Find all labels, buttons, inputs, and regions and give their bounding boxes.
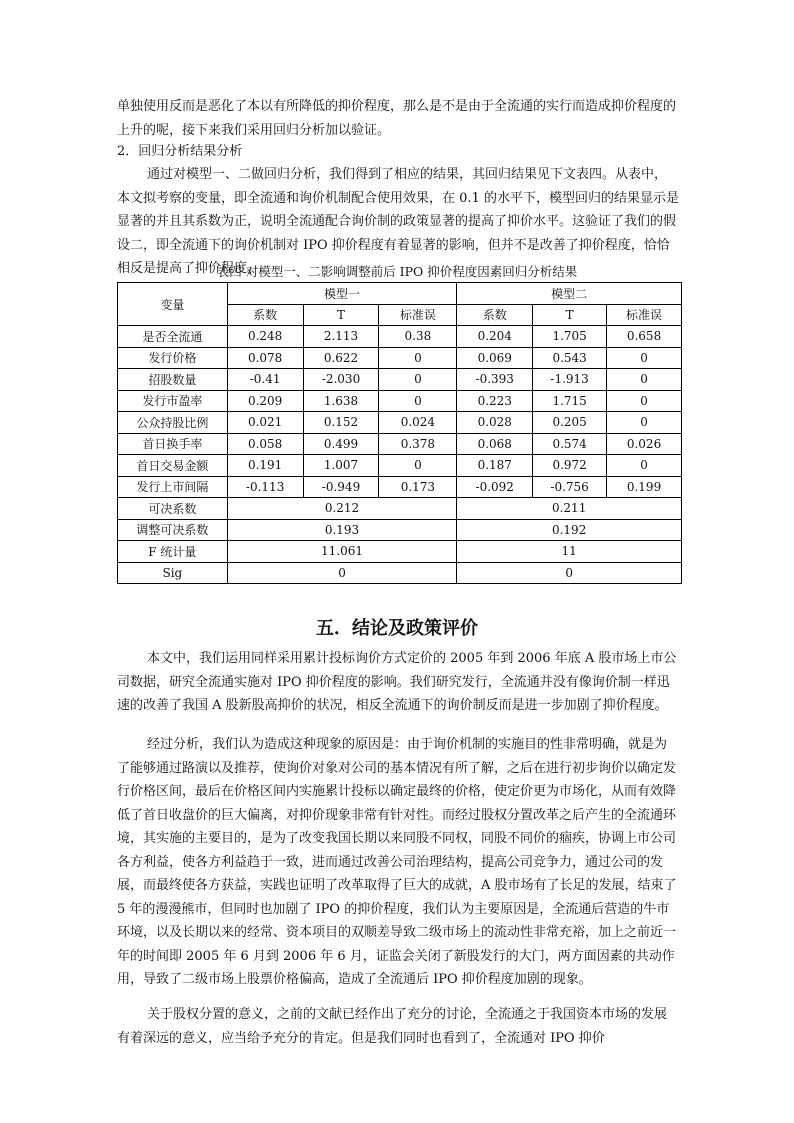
subheader-se: 标准误 [379, 304, 457, 326]
header-variable: 变量 [118, 283, 228, 326]
value-cell: 0 [379, 369, 457, 391]
value-cell: -0.949 [303, 476, 379, 498]
value-cell: 0.378 [379, 433, 457, 455]
value-cell: 0.223 [457, 390, 533, 412]
value-cell: 1.705 [533, 326, 607, 348]
stat-row [118, 519, 682, 541]
table-row [118, 455, 682, 477]
table-header-row [118, 283, 682, 305]
value-cell: 0.38 [379, 326, 457, 348]
value-cell: 0.026 [607, 433, 682, 455]
stat-name-cell: 可决系数 [118, 498, 228, 520]
value-cell: -0.393 [457, 369, 533, 391]
paragraph-conclusion-3: 关于股权分置的意义，之前的文献已经作出了充分的讨论，全流通之于我国资本市场的发展有着深远的意义，应当给予充分的肯定。但是我们同时也看到了，全流通对 IPO 抑价 [117, 1007, 668, 1046]
value-cell: 0 [607, 347, 682, 369]
value-cell: 0.204 [457, 326, 533, 348]
value-cell: -0.756 [533, 476, 607, 498]
value-cell: 0.152 [303, 412, 379, 434]
stat-name-cell: F 统计量 [118, 541, 228, 563]
stat-model-2-cell: 0.192 [457, 519, 682, 541]
value-cell: 0.543 [533, 347, 607, 369]
value-cell: 0 [379, 347, 457, 369]
value-cell: 0 [607, 455, 682, 477]
header-model-2: 模型二 [457, 283, 682, 305]
value-cell: 0.187 [457, 455, 533, 477]
stat-model-2-cell: 11 [457, 541, 682, 563]
value-cell: 0.069 [457, 347, 533, 369]
table-row [118, 326, 682, 348]
value-cell: 0.622 [303, 347, 379, 369]
value-cell: 0 [607, 390, 682, 412]
value-cell: -2.030 [303, 369, 379, 391]
variable-name-cell: 首日换手率 [118, 433, 228, 455]
stat-model-1-cell: 11.061 [227, 541, 457, 563]
value-cell: -0.41 [227, 369, 303, 391]
header-model-1: 模型一 [227, 283, 457, 305]
variable-name-cell: 招股数量 [118, 369, 228, 391]
stat-row [118, 541, 682, 563]
table-row [118, 433, 682, 455]
value-cell: 0.068 [457, 433, 533, 455]
subheader-t: T [533, 304, 607, 326]
value-cell: -0.092 [457, 476, 533, 498]
stat-model-2-cell: 0.211 [457, 498, 682, 520]
value-cell: 0 [379, 455, 457, 477]
section-title: 五．结论及政策评价 [316, 618, 478, 639]
value-cell: 0.209 [227, 390, 303, 412]
value-cell: 0 [607, 369, 682, 391]
subheading-regression-analysis: 2．回归分析结果分析 [117, 144, 243, 159]
value-cell: 0.078 [227, 347, 303, 369]
table-row [118, 369, 682, 391]
table-row [118, 476, 682, 498]
value-cell: 0.024 [379, 412, 457, 434]
variable-name-cell: 是否全流通 [118, 326, 228, 348]
stat-row [118, 562, 682, 584]
stat-name-cell: Sig [118, 562, 228, 584]
subheader-t: T [303, 304, 379, 326]
table-row [118, 390, 682, 412]
table-row [118, 347, 682, 369]
stat-name-cell: 调整可决系数 [118, 519, 228, 541]
variable-name-cell: 发行市盈率 [118, 390, 228, 412]
stat-row [118, 498, 682, 520]
table-row [118, 412, 682, 434]
variable-name-cell: 公众持股比例 [118, 412, 228, 434]
value-cell: 1.007 [303, 455, 379, 477]
value-cell: 0.205 [533, 412, 607, 434]
value-cell: 0.199 [607, 476, 682, 498]
paragraph-conclusion-1: 本文中，我们运用同样采用累计投标询价方式定价的 2005 年到 2006 年底 A 股市场上市公司数据，研究全流通实施对 IPO 抑价程度的影响。我们研究发行，全流通并没有像询价制一样迅速的改善了我国 A 股新股高抑价的状况，相反全流通下的询价制反而是进一步加剧了抑价程度。 [117, 651, 677, 713]
value-cell: 0.028 [457, 412, 533, 434]
value-cell: 0.972 [533, 455, 607, 477]
subheader-coef: 系数 [457, 304, 533, 326]
value-cell: 0.021 [227, 412, 303, 434]
value-cell: 0 [379, 390, 457, 412]
value-cell: -1.913 [533, 369, 607, 391]
value-cell: 0.499 [303, 433, 379, 455]
table-caption: 表四 对模型一、二影响调整前后 IPO 抑价程度因素回归分析结果 [216, 264, 578, 279]
value-cell: 0.058 [227, 433, 303, 455]
value-cell: 0.658 [607, 326, 682, 348]
value-cell: -0.113 [227, 476, 303, 498]
value-cell: 2.113 [303, 326, 379, 348]
stat-model-1-cell: 0 [227, 562, 457, 584]
paragraph-conclusion-2: 经过分析，我们认为造成这种现象的原因是：由于询价机制的实施目的性非常明确，就是为了能够通过路演以及推荐，使询价对象对公司的基本情况有所了解，之后在进行初步询价以确定发行价格区间，最后在价格区间内实施累计投标以确定最终的价格，使定价更为市场化，从而有效降低了首日收盘价的巨大偏离，对抑价现象非常有针对性。而经过股权分置改革之后产生的全流通环境，其实施的主要目的，是为了改变我国长期以来同股不同权，同股不同价的痼疾，协调上市公司各方利益，使各方利益趋于一致，进而通过改善公司治理结构，提高公司竞争力，通过公司的发展，而最终使各方获益，实践也证明了改革取得了巨大的成就，A 股市场有了长足的发展，结束了 5 年的漫漫熊市，但同时也加剧了 IPO 的抑价程度，我们认为主要原因是，全流通后营造的牛市环境，以及长期以来的经常、资本项目的双顺差导致二级市场上的流动性非常充裕，加上之前近一年的时间即 2005 年 6 月到 2006 年 6 月，证监会关闭了新股发行的大门，两方面因素的共动作用，导致了二级市场上股票价格偏高，造成了全流通后 IPO 抑价程度加剧的现象。 [117, 737, 677, 987]
stat-model-1-cell: 0.212 [227, 498, 457, 520]
value-cell: 0.191 [227, 455, 303, 477]
stat-model-1-cell: 0.193 [227, 519, 457, 541]
subheader-se: 标准误 [607, 304, 682, 326]
paragraph-intro: 单独使用反而是恶化了本以有所降低的抑价程度，那么是不是由于全流通的实行而造成抑价程度的上升的呢，接下来我们采用回归分析加以验证。 [117, 99, 677, 138]
value-cell: 1.715 [533, 390, 607, 412]
stat-model-2-cell: 0 [457, 562, 682, 584]
variable-name-cell: 发行上市间隔 [118, 476, 228, 498]
value-cell: 1.638 [303, 390, 379, 412]
variable-name-cell: 首日交易金额 [118, 455, 228, 477]
value-cell: 0.248 [227, 326, 303, 348]
regression-table [117, 282, 682, 584]
variable-name-cell: 发行价格 [118, 347, 228, 369]
paragraph-regression-results: 通过对模型一、二做回归分析，我们得到了相应的结果，其回归结果见下文表四。从表中，本文拟考察的变量，即全流通和询价机制配合使用效果，在 0.1 的水平下，模型回归的结果显示是显著的并且其系数为正，说明全流通配合询价制的政策显著的提高了抑价水平。这验证了我们的假设二，即全流通下的询价机制对 IPO 抑价程度有着显著的影响，但并不是改善了抑价程度，恰恰相反是提高了抑价程度。 [117, 167, 679, 276]
value-cell: 0.173 [379, 476, 457, 498]
value-cell: 0 [607, 412, 682, 434]
subheader-coef: 系数 [227, 304, 303, 326]
value-cell: 0.574 [533, 433, 607, 455]
